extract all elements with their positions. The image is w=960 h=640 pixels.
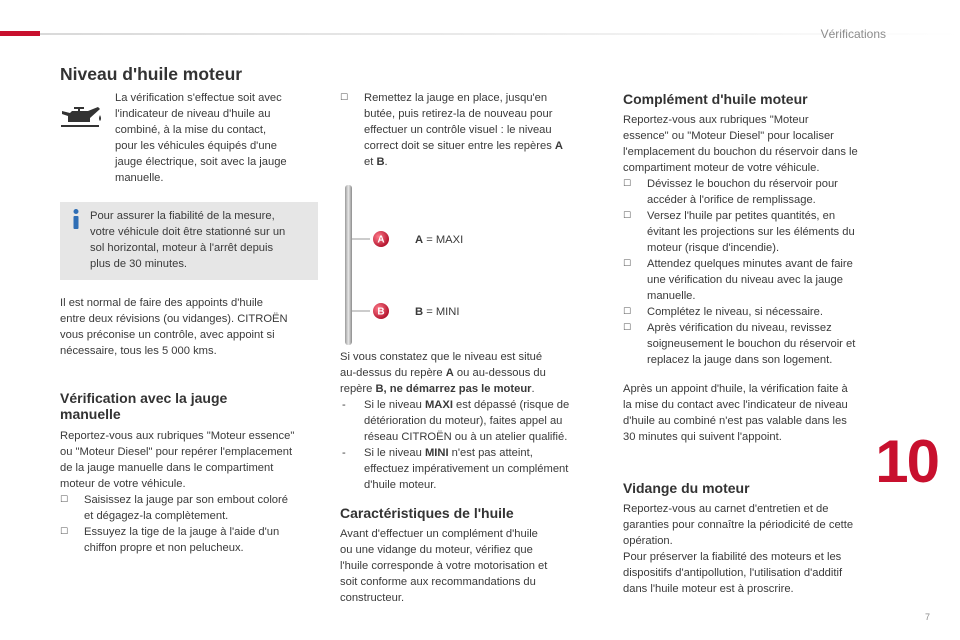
oil-characteristics-title: Caractéristiques de l'huile <box>340 505 514 521</box>
dipstick-gauge-icon <box>340 185 400 345</box>
list-item: ☐ Complétez le niveau, si nécessaire. <box>623 304 888 320</box>
level-warning-text: Si vous constatez que le niveau est situé au-dessus du repère A ou au-dessous du repère B, ne démarrez pas le moteur. - Si le niveau MAXI est dépassé (risque de détérioration du moteur), faites appel au réseau CITROËN ou à un atelier qualifié. - Si le niveau MINI n'est pas atteint, effectuez impérativement un complément d'huile moteur. <box>340 349 598 493</box>
gauge-marker-a: A <box>377 234 385 246</box>
list-item: ☐ Versez l'huile par petites quantités, en évitant les projections sur les éléments du moteur (risque d'incendie). <box>623 208 888 256</box>
manual-check-text: Reportez-vous aux rubriques "Moteur essence" ou "Moteur Diesel" pour repérer l'emplacement de la jauge manuelle dans le compartiment moteur de votre véhicule. ☐ Saisissez la jauge par son embout coloré et dégagez-la complètement. ☐ Essuyez la tige de la jauge à l'aide d'un chiffon propre et non pelucheux. <box>60 428 324 556</box>
info-box <box>60 202 318 280</box>
intro-text: La vérification s'effectue soit avec l'indicateur de niveau d'huile au combiné, à la mise du contact, pour les véhicules équipés d'une jauge électrique, soit avec la jauge manuelle. <box>115 92 287 184</box>
page-number: 7 <box>924 612 930 622</box>
normal-text: Il est normal de faire des appoints d'huile entre deux révisions (ou vidanges). CITROËN vous préconise un contrôle, avec appoint si nécessaire, tous les 5 000 kms. <box>60 297 288 357</box>
manual-check-title: Vérification avec la jauge manuelle <box>60 390 228 422</box>
info-text: Pour assurer la fiabilité de la mesure, votre véhicule doit être stationné sur un sol horizontal, moteur à l'arrêt depuis plus de 30 minutes. <box>90 210 286 270</box>
oil-top-up-title: Complément d'huile moteur <box>623 91 808 107</box>
list-item: ☐ Attendez quelques minutes avant de faire une vérification du niveau avec la jauge manuelle. <box>623 256 888 304</box>
list-item: - Si le niveau MINI n'est pas atteint, effectuez impérativement un complément d'huile moteur. <box>340 445 598 493</box>
dipstick-reinsert-text <box>340 90 595 170</box>
page-title: Niveau d'huile moteur <box>60 64 243 84</box>
oil-characteristics-text: Avant d'effectuer un complément d'huile ou une vidange du moteur, vérifiez que l'huile corresponde à votre motorisation et soit conforme aux recommandations du constructeur. <box>340 528 548 604</box>
header-bar <box>0 28 960 38</box>
section-title: Vérifications <box>820 27 886 41</box>
list-item: ☐ Saisissez la jauge par son embout coloré et dégagez-la complètement. <box>60 492 324 524</box>
after-top-up-text: Après un appoint d'huile, la vérification faite à la mise du contact avec l'indicateur de niveau d'huile au combiné n'est pas valable dans les 30 minutes qui suivent l'appoint. <box>623 383 848 443</box>
chapter-number: 10 <box>875 428 938 495</box>
list-item: ☐ Dévissez le bouchon du réservoir pour accéder à l'orifice de remplissage. <box>623 176 888 208</box>
oil-change-text: Reportez-vous au carnet d'entretien et de garanties pour connaître la périodicité de cette opération. Pour préserver la fiabilité des moteurs et les dispositifs d'antipollution, l'utilisation d'additif dans l'huile moteur est à proscrire. <box>623 503 854 595</box>
gauge-marker-b: B <box>377 306 385 318</box>
info-icon <box>68 208 84 230</box>
oil-can-icon <box>60 106 104 128</box>
list-item: ☐ Remettez la jauge en place, jusqu'en butée, puis retirez-la de nouveau pour effectuer un contrôle visuel : le niveau correct doit se situer entre les repères A et B. <box>340 90 595 170</box>
list-item: - Si le niveau MAXI est dépassé (risque de détérioration du moteur), faites appel au réseau CITROËN ou à un atelier qualifié. <box>340 397 598 445</box>
list-item: ☐ Après vérification du niveau, revissez soigneusement le bouchon du réservoir et replacez la jauge dans son logement. <box>623 320 888 368</box>
oil-top-up-text: Reportez-vous aux rubriques "Moteur essence" ou "Moteur Diesel" pour localiser l'emplacement du bouchon du réservoir dans le compartiment moteur de votre véhicule. ☐ Dévissez le bouchon du réservoir pour accéder à l'orifice de remplissage. ☐ Versez l'huile par petites quantités, en évitant les projections sur les éléments du moteur (risque d'incendie). ☐ Attendez quelques minutes avant de faire une vérification du niveau avec la jauge manuelle. ☐ Complétez le niveau, si nécessaire. ☐ Après vérification du niveau, revissez soigneusement le bouchon du réservoir et replacez la jauge dans son logement. <box>623 112 888 368</box>
gauge-label-max: A = MAXI <box>415 234 464 246</box>
oil-change-title: Vidange du moteur <box>623 480 750 496</box>
header-accent <box>0 31 40 36</box>
list-item: ☐ Essuyez la tige de la jauge à l'aide d'un chiffon propre et non pelucheux. <box>60 524 324 556</box>
gauge-label-min: B = MINI <box>415 306 460 318</box>
